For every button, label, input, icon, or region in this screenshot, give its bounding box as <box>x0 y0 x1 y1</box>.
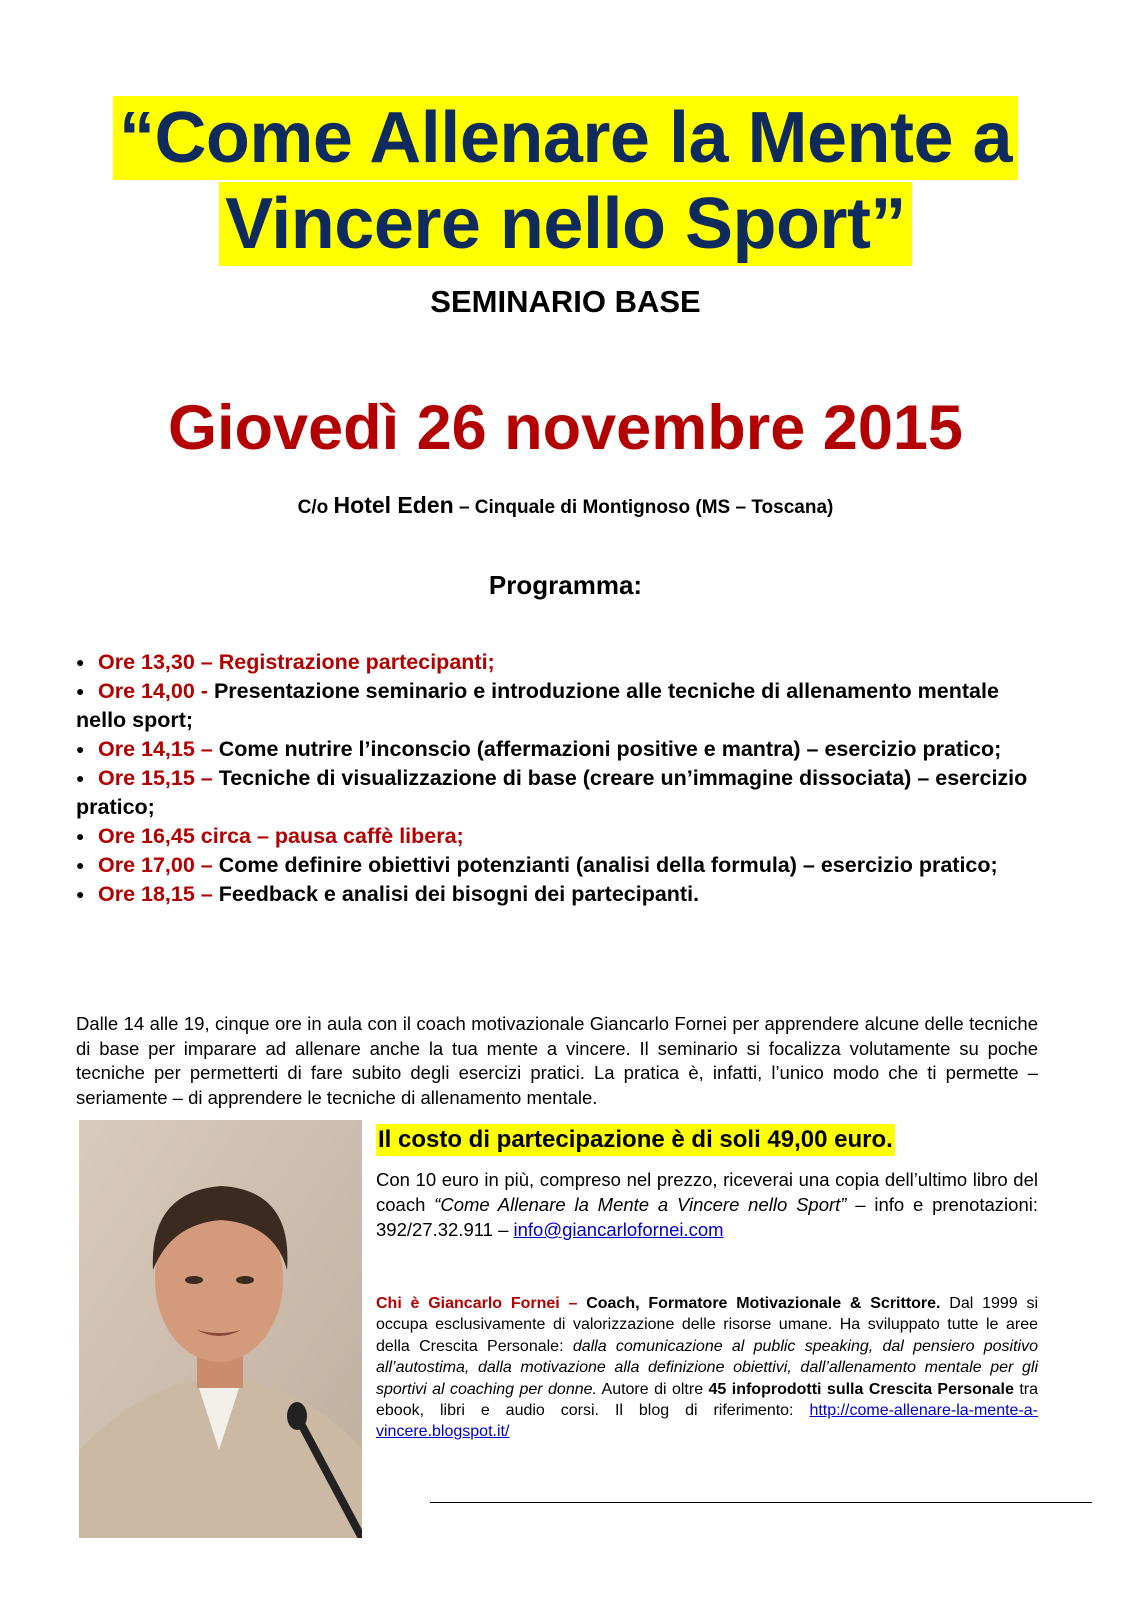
book-title: “Come Allenare la Mente a Vincere nello Sport” <box>434 1194 847 1215</box>
agenda-item <box>76 851 1036 880</box>
title-line-1: “Come Allenare la Mente a <box>113 96 1018 180</box>
agenda-time: Ore 13,30 – Registrazione partecipanti; <box>98 650 495 674</box>
program-title: Programma: <box>488 570 643 600</box>
bullet-icon: ● <box>76 770 85 786</box>
title-line-2-wrap <box>0 182 1131 266</box>
cost-highlight: Il costo di partecipazione è di soli 49,00 euro. <box>376 1124 895 1156</box>
agenda-item <box>76 735 1036 764</box>
agenda-time: Ore 16,45 circa – pausa caffè libera; <box>98 824 464 848</box>
bullet-icon: ● <box>76 857 85 873</box>
bio-who: Chi è Giancarlo Fornei – <box>376 1295 587 1312</box>
offer-text-2: – info e prenotazioni: 392/27.32.911 – <box>376 1194 1038 1240</box>
agenda-text: Feedback e analisi dei bisogni dei partecipanti. <box>218 882 700 906</box>
intro-paragraph: Dalle 14 alle 19, cinque ore in aula con il coach motivazionale Giancarlo Fornei per apprendere alcune delle tecniche di base per imparare ad allenare anche la tua mente a vincere. Il seminario si focalizza volutamente su poche tecniche per permetterti di fare subito degli esercizi pratici. La pratica è, infatti, l’unico modo che ti permette – seriamente – di apprendere le tecniche di allenamento mentale. <box>76 1013 1038 1108</box>
bio-count: 45 infoprodotti sulla Crescita Personale <box>708 1380 1014 1398</box>
bullet-icon: ● <box>76 683 85 699</box>
agenda-item <box>76 648 1036 677</box>
bio-role: Coach, Formatore Motivazionale & Scrittore. <box>586 1295 941 1312</box>
offer-text-1: Con 10 euro in più, compreso nel prezzo, riceverai una copia dell’ultimo libro del coach <box>376 1169 1038 1215</box>
agenda-time: Ore 14,00 - <box>98 679 214 703</box>
email-link[interactable]: info@giancarlofornei.com <box>513 1219 724 1240</box>
subtitle: SEMINARIO BASE <box>430 284 701 319</box>
venue-location: – Cinquale di Montignoso (MS – Toscana) <box>453 497 834 518</box>
agenda-text: Come nutrire l’inconscio (affermazioni positive e mantra) – esercizio pratico; <box>218 737 1002 761</box>
agenda-time: Ore 17,00 – <box>98 853 219 877</box>
venue-hotel: Hotel Eden <box>333 492 454 518</box>
agenda-item <box>76 822 1036 851</box>
agenda-text: Come definire obiettivi potenzianti (analisi della formula) – esercizio pratico; <box>218 853 998 877</box>
venue <box>0 492 1131 519</box>
agenda-item <box>76 677 1036 735</box>
bio-paragraph <box>376 1293 1038 1443</box>
title-line-2: Vincere nello Sport” <box>219 182 912 266</box>
agenda-item <box>76 880 1036 909</box>
venue-prefix: C/o <box>297 497 334 518</box>
agenda-text: Presentazione seminario e introduzione alle tecniche di allenamento mentale nello sport; <box>76 679 999 732</box>
agenda-item <box>76 764 1036 822</box>
agenda-time: Ore 15,15 – <box>98 766 219 790</box>
bullet-icon: ● <box>76 741 85 757</box>
bio-areas: dalla comunicazione al public speaking, dal pensiero positivo all’autostima, dalla motivazione alla definizione obiettivi, dall’allenamento mentale per gli sportivi al coaching per donne. <box>376 1337 1039 1398</box>
bullet-icon: ● <box>76 654 85 670</box>
bullet-icon: ● <box>76 828 85 844</box>
coach-photo <box>79 1120 362 1538</box>
bio-text-2: Autore di oltre <box>596 1380 709 1398</box>
bio-text-3: tra ebook, libri e audio corsi. Il blog di riferimento: <box>376 1380 1038 1420</box>
event-date: Giovedì 26 novembre 2015 <box>168 393 963 463</box>
blog-link[interactable]: http://come-allenare-la-mente-a-vincere.blogspot.it/ <box>376 1402 1038 1441</box>
agenda-time: Ore 18,15 – <box>98 882 219 906</box>
agenda-time: Ore 14,15 – <box>98 737 219 761</box>
coach-portrait-image <box>79 1120 362 1538</box>
bullet-icon: ● <box>76 886 85 902</box>
title-line-1-wrap <box>0 96 1131 180</box>
agenda-text: Tecniche di visualizzazione di base (creare un’immagine dissociata) – esercizio pratico; <box>76 766 1028 819</box>
agenda-list <box>76 648 1036 909</box>
footer-divider <box>430 1502 1092 1503</box>
offer-paragraph <box>376 1167 1038 1242</box>
bio-text-1: Dal 1999 si occupa esclusivamente di valorizzazione delle risorse umane. Ha sviluppato tutte le aree della Crescita Personale: <box>376 1295 1039 1355</box>
